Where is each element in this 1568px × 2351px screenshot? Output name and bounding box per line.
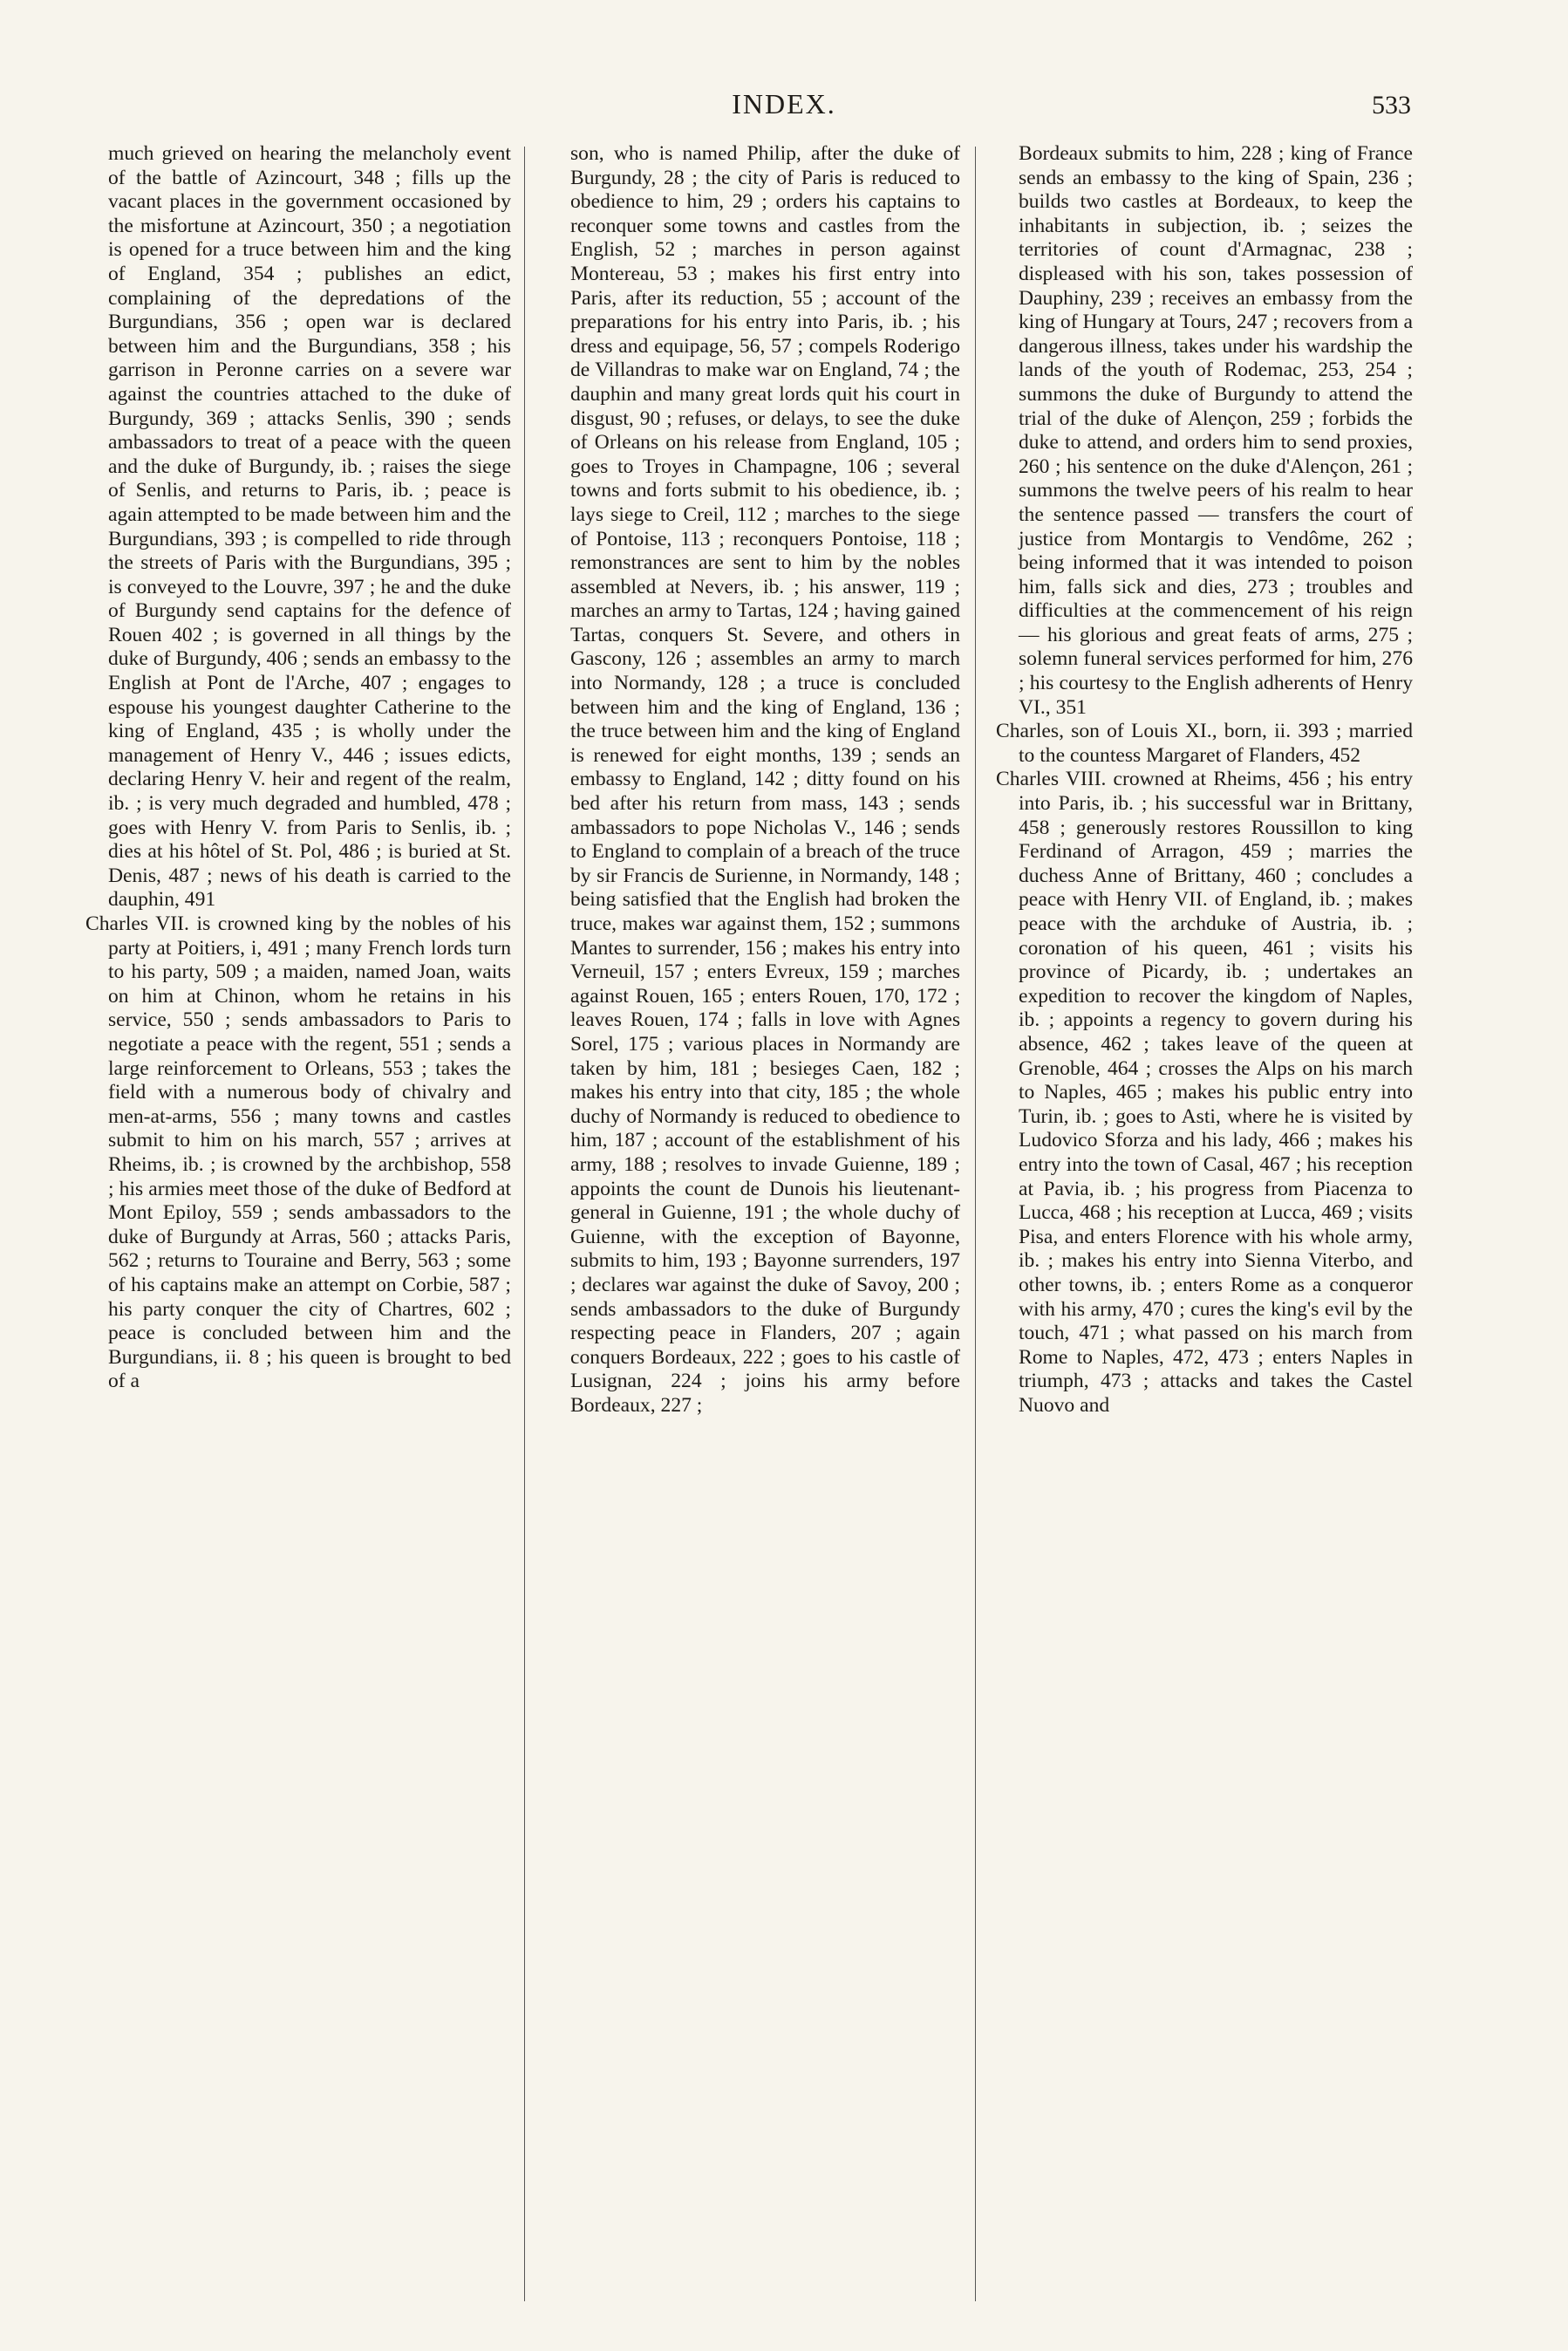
index-entry-continued: much grieved on hearing the melancholy event of the battle of Azincourt, 348 ; fills up the vacant places in the government occasioned by the misfortune at Azincourt, 350 ; a negotiation is opened for a truce between him and the king of England, 354 ; publishes an edict, complaining of the depredations of the Burgundians, 356 ; open war is declared between him and the Burgundians, 358 ; his garrison in Peronne carries on a severe war against the countries attached to the duke of Burgundy, 369 ; attacks Senlis, 390 ; sends ambassadors to treat of a peace with the queen and the duke of Burgundy, ib. ; raises the siege of Senlis, and returns to Paris, ib. ; peace is again attempted to be made between him and the Burgundians, 393 ; is compelled to ride through the streets of Paris with the Burgundians, 395 ; is conveyed to the Louvre, 397 ; he and the duke of Burgundy send captains for the defence of Rouen 402 ; is governed in all things by the duke of Burgundy, 406 ; sends an embassy to the English at Pont de l'Arche, 407 ; engages to espouse his youngest daughter Catherine to the king of England, 435 ; is wholly under the management of Henry V., 446 ; issues edicts, declaring Henry V. heir and regent of the realm, ib. ; is very much degraded and humbled, 478 ; goes with Henry V. from Paris to Senlis, ib. ; dies at his hôtel of St. Pol, 486 ; is buried at St. Denis, 487 ; news of his death is carried to the dauphin, 491 [108, 142, 511, 912]
running-head-title: INDEX. [732, 88, 836, 120]
index-column-1 [85, 142, 511, 2319]
column-divider [524, 147, 525, 2301]
column-divider [975, 147, 976, 2301]
page-number: 533 [1372, 91, 1411, 120]
index-entry-continued: Bordeaux submits to him, 228 ; king of France sends an embassy to the king of Spain, 236 ; builds two castles at Bordeaux, to keep the inhabitants in subjection, ib. ; seizes the territories of count d'Armagnac, 238 ; displeased with his son, takes possession of Dauphiny, 239 ; receives an embassy from the king of Hungary at Tours, 247 ; recovers from a dangerous illness, takes under his wardship the lands of the youth of Rodemac, 253, 254 ; summons the duke of Burgundy to attend the trial of the duke of Alençon, 259 ; forbids the duke to attend, and orders him to send proxies, 260 ; his sentence on the duke d'Alençon, 261 ; summons the twelve peers of his realm to hear the sentence passed — transfers the court of justice from Montargis to Vendôme, 262 ; being informed that it was intended to poison him, falls sick and dies, 273 ; troubles and difficulties at the commencement of his reign — his glorious and great feats of arms, 275 ; solemn funeral services performed for him, 276 ; his courtesy to the English adherents of Henry VI., 351 [1019, 142, 1413, 719]
index-column-3 [996, 142, 1413, 2319]
index-entry-continued: son, who is named Philip, after the duke of Burgundy, 28 ; the city of Paris is reduced to obedience to him, 29 ; orders his captains to reconquer some towns and castles from the English, 52 ; marches in person against Montereau, 53 ; makes his first entry into Paris, after its reduction, 55 ; account of the preparations for his entry into Paris, ib. ; his dress and equipage, 56, 57 ; compels Roderigo de Villandras to make war on England, 74 ; the dauphin and many great lords quit his court in disgust, 90 ; refuses, or delays, to see the duke of Orleans on his release from England, 105 ; goes to Troyes in Champagne, 106 ; several towns and forts submit to his obedience, ib. ; lays siege to Creil, 112 ; marches to the siege of Pontoise, 113 ; reconquers Pontoise, 118 ; remonstrances are sent to him by the nobles assembled at Nevers, ib. ; his answer, 119 ; marches an army to Tartas, 124 ; having gained Tartas, conquers St. Severe, and others in Gascony, 126 ; assembles an army to march into Normandy, 128 ; a truce is concluded between him and the king of England, 136 ; the truce between him and the king of England is renewed for eight months, 139 ; sends an embassy to England, 142 ; ditty found on his bed after his return from mass, 143 ; sends ambassadors to pope Nicholas V., 146 ; sends to England to complain of a breach of the truce by sir Francis de Surienne, in Normandy, 148 ; being satisfied that the English had broken the truce, makes war against them, 152 ; summons Mantes to surrender, 156 ; makes his entry into Verneuil, 157 ; enters Evreux, 159 ; marches against Rouen, 165 ; enters Rouen, 170, 172 ; leaves Rouen, 174 ; falls in love with Agnes Sorel, 175 ; various places in Normandy are taken by him, 181 ; besieges Caen, 182 ; makes his entry into that city, 185 ; the whole duchy of Normandy is reduced to obedience to him, 187 ; account of the establishment of his army, 188 ; resolves to invade Guienne, 189 ; appoints the count de Dunois his lieutenant-general in Guienne, 191 ; the whole duchy of Guienne, with the exception of Bayonne, submits to him, 193 ; Bayonne surrenders, 197 ; declares war against the duke of Savoy, 200 ; sends ambassadors to the duke of Burgundy respecting peace in Flanders, 207 ; again conquers Bordeaux, 222 ; goes to his castle of Lusignan, 224 ; joins his army before Bordeaux, 227 ; [570, 142, 960, 1417]
index-column-2 [548, 142, 960, 2319]
index-entry-charles-son-of-louis-xi: Charles, son of Louis XI., born, ii. 393 ; married to the countess Margaret of Flanders, 452 [996, 720, 1413, 767]
index-entry-charles-viii: Charles VIII. crowned at Rheims, 456 ; his entry into Paris, ib. ; his successful war in Brittany, 458 ; generously restores Roussillon to king Ferdinand of Arragon, 459 ; marries the duchess Anne of Brittany, 460 ; concludes a peace with Henry VII. of England, ib. ; makes peace with the archduke of Austria, ib. ; coronation of his queen, 461 ; visits his province of Picardy, ib. ; undertakes an expedition to recover the kingdom of Naples, ib. ; appoints a regency to govern during his absence, 462 ; takes leave of the queen at Grenoble, 464 ; crosses the Alps on his march to Naples, 465 ; makes his public entry into Turin, ib. ; goes to Asti, where he is visited by Ludovico Sforza and his lady, 466 ; makes his entry into the town of Casal, 467 ; his reception at Pavia, ib. ; his progress from Piacenza to Lucca, 468 ; his reception at Lucca, 469 ; visits Pisa, and enters Florence with his whole army, ib. ; makes his entry into Sienna Viterbo, and other towns, ib. ; enters Rome as a conqueror with his army, 470 ; cures the king's evil by the touch, 471 ; what passed on his march from Rome to Naples, 472, 473 ; enters Naples in triumph, 473 ; attacks and takes the Castel Nuovo and [996, 768, 1413, 1417]
index-entry-charles-vii: Charles VII. is crowned king by the nobles of his party at Poitiers, i, 491 ; many French lords turn to his party, 509 ; a maiden, named Joan, waits on him at Chinon, whom he retains in his service, 550 ; sends ambassadors to Paris to negotiate a peace with the regent, 551 ; sends a large reinforcement to Orleans, 553 ; takes the field with a numerous body of chivalry and men-at-arms, 556 ; many towns and castles submit to him on his march, 557 ; arrives at Rheims, ib. ; is crowned by the archbishop, 558 ; his armies meet those of the duke of Bedford at Mont Epiloy, 559 ; sends ambassadors to the duke of Burgundy at Arras, 560 ; attacks Paris, 562 ; returns to Touraine and Berry, 563 ; some of his captains make an attempt on Corbie, 587 ; his party conquer the city of Chartres, 602 ; peace is concluded between him and the Burgundians, ii. 8 ; his queen is brought to bed of a [85, 912, 511, 1393]
